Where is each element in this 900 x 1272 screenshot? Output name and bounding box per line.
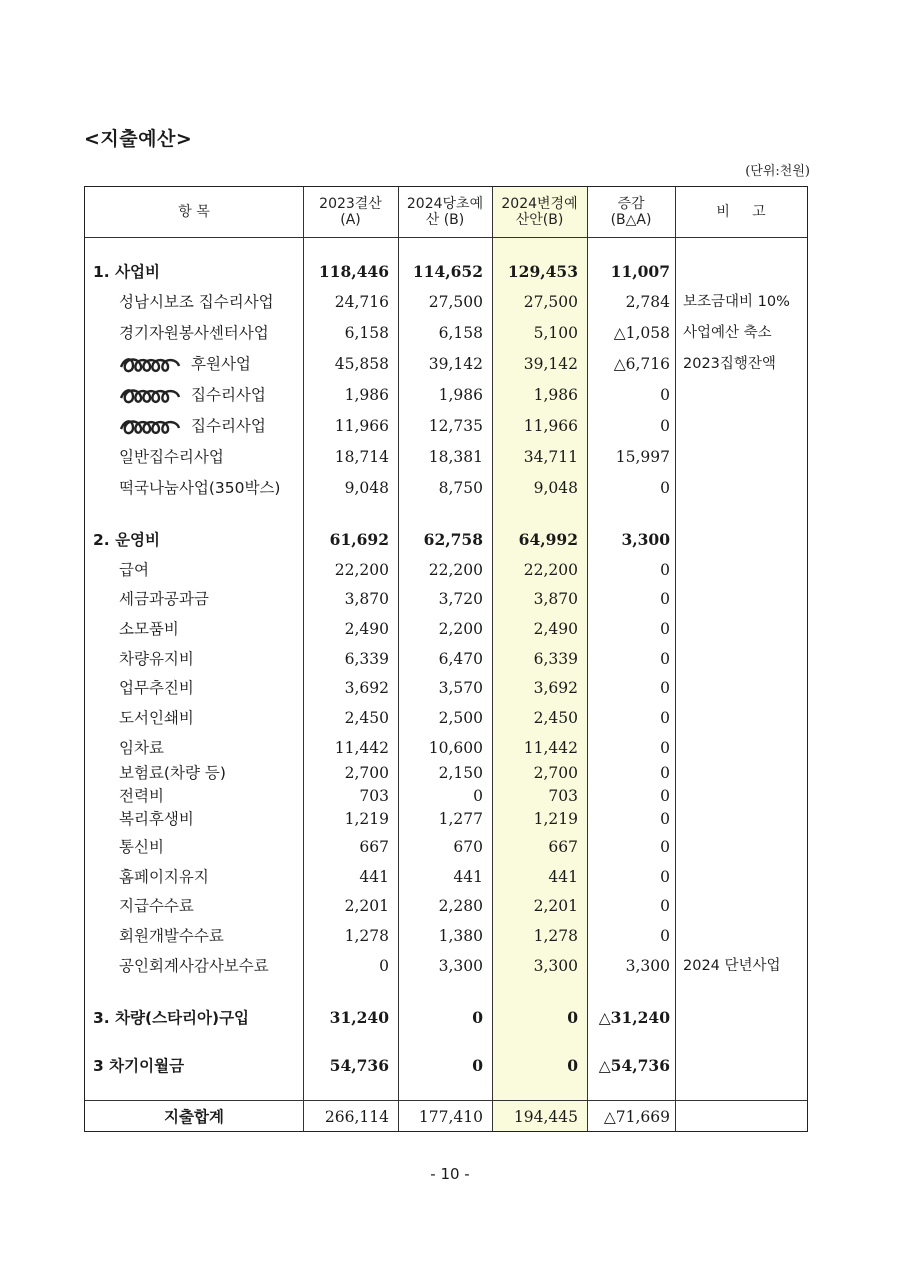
- cell-2024-original: 3,720: [438, 590, 483, 608]
- cell-2023: 18,714: [334, 448, 389, 466]
- cell-2023: 2,450: [344, 709, 389, 727]
- cell-2023: 6,158: [344, 324, 389, 342]
- row-label-text: 1. 사업비: [93, 263, 160, 281]
- row-label-text: 보험료(차량 등): [119, 764, 226, 782]
- row-label-text: 일반집수리사업: [119, 448, 224, 466]
- cell-change: △1,058: [613, 324, 670, 342]
- cell-change: 0: [660, 417, 670, 435]
- cell-change: △54,736: [598, 1056, 670, 1075]
- row-label: [93, 260, 160, 284]
- cell-2024-original: 3,570: [438, 679, 483, 697]
- unit-label: (단위:천원): [745, 164, 810, 179]
- cell-2024-revised: 6,339: [533, 650, 578, 668]
- row-label-text: 3. 차량(스타리아)구입: [93, 1009, 250, 1027]
- row-label-text: 3 차기이월금: [93, 1057, 185, 1075]
- cell-2024-revised: 2,700: [533, 764, 578, 782]
- cell-2024-original: 8,750: [438, 479, 483, 497]
- cell-2024-revised: 1,986: [533, 386, 578, 404]
- cell-2024-revised: 64,992: [518, 530, 578, 549]
- cell-2024-revised: 34,711: [523, 448, 578, 466]
- cell-2023: 118,446: [318, 262, 389, 281]
- cell-2024-revised: 703: [548, 787, 578, 805]
- row-label: [119, 865, 209, 889]
- row-label-text: 복리후생비: [119, 810, 194, 828]
- cell-2024-original: 27,500: [428, 293, 483, 311]
- cell-2023: 54,736: [329, 1056, 389, 1075]
- redaction-scribble: [119, 355, 185, 375]
- row-label: [119, 784, 164, 808]
- expense-budget-table: [84, 186, 808, 1132]
- row-label-text: 떡국나눔사업(350박스): [119, 479, 281, 497]
- cell-2024-original: 1,277: [438, 810, 483, 828]
- cell-2024-revised: 27,500: [523, 293, 578, 311]
- cell-remarks: 보조금대비 10%: [683, 294, 790, 310]
- header-remarks: 비 고: [716, 204, 766, 220]
- row-label: [119, 617, 179, 641]
- cell-2024-revised: 129,453: [507, 262, 578, 281]
- row-label: [119, 676, 194, 700]
- cell-2023: 11,442: [334, 739, 389, 757]
- row-label-text: 통신비: [119, 838, 164, 856]
- cell-2024-revised: 2,201: [533, 897, 578, 915]
- row-label: [119, 321, 269, 345]
- row-label: [119, 587, 209, 611]
- cell-2024-original: 6,158: [438, 324, 483, 342]
- cell-change: 0: [660, 868, 670, 886]
- cell-2024-original: 441: [453, 868, 483, 886]
- header-2023-settlement: 2023결산 (A): [319, 196, 382, 228]
- cell-2024-original: 3,300: [438, 957, 483, 975]
- cell-2024-revised: 2,490: [533, 620, 578, 638]
- row-label-text: 회원개발수수료: [119, 927, 224, 945]
- cell-2024-revised: 1,219: [533, 810, 578, 828]
- cell-2023: 0: [379, 957, 389, 975]
- cell-change: 2,784: [625, 293, 670, 311]
- row-label: [93, 528, 160, 552]
- cell-2023: 2,700: [344, 764, 389, 782]
- cell-2024-revised: 39,142: [523, 355, 578, 373]
- cell-2024-revised: 5,100: [533, 324, 578, 342]
- row-label: [119, 476, 280, 500]
- cell-remarks: 사업예산 축소: [683, 325, 772, 341]
- cell-change: 11,007: [610, 262, 670, 281]
- row-label: [119, 445, 224, 469]
- cell-2023: 6,339: [344, 650, 389, 668]
- row-label: [93, 1006, 249, 1030]
- total-divider: [85, 1100, 807, 1101]
- row-label: [119, 414, 266, 438]
- cell-2023: 45,858: [334, 355, 389, 373]
- row-label: [119, 647, 194, 671]
- row-label: [119, 954, 269, 978]
- section-title: <지출예산>: [84, 128, 193, 150]
- cell-change: 0: [660, 479, 670, 497]
- row-label-text: 성남시보조 집수리사업: [119, 293, 274, 311]
- cell-change: 0: [660, 810, 670, 828]
- cell-2024-original: 2,280: [438, 897, 483, 915]
- cell-2024-revised: 1,278: [533, 927, 578, 945]
- cell-2024-original: 0: [472, 1056, 483, 1075]
- cell-2023: 9,048: [344, 479, 389, 497]
- cell-2024-original: 2,500: [438, 709, 483, 727]
- cell-2023: 2,490: [344, 620, 389, 638]
- cell-change: 0: [660, 650, 670, 668]
- cell-remarks: 2023집행잔액: [683, 356, 776, 372]
- cell-change: 3,300: [621, 530, 670, 549]
- row-label-text: 후원사업: [191, 355, 251, 373]
- cell-2024-original: 0: [473, 787, 483, 805]
- cell-2024-original: 12,735: [428, 417, 483, 435]
- row-label-text: 지급수수료: [119, 897, 194, 915]
- row-label-text: 도서인쇄비: [119, 709, 194, 727]
- row-label-text: 임차료: [119, 739, 164, 757]
- cell-2024-original: 114,652: [412, 262, 483, 281]
- row-label: [119, 290, 274, 314]
- cell-change: 0: [660, 897, 670, 915]
- cell-2023: 441: [359, 868, 389, 886]
- header-item: 항 목: [178, 204, 210, 220]
- cell-2024-revised: 3,300: [533, 957, 578, 975]
- cell-2024-revised: 9,048: [533, 479, 578, 497]
- cell-2024-revised: 667: [548, 838, 578, 856]
- row-label-text: 소모품비: [119, 620, 179, 638]
- cell-change: △6,716: [613, 355, 670, 373]
- row-label-text: 홈페이지유지: [119, 868, 209, 886]
- cell-2024-original: 670: [453, 838, 483, 856]
- row-label: [119, 558, 149, 582]
- cell-change: 0: [660, 787, 670, 805]
- row-label: [119, 924, 224, 948]
- row-label: [119, 835, 164, 859]
- cell-2024-original: 0: [472, 1008, 483, 1027]
- row-label-text: 경기자원봉사센터사업: [119, 324, 269, 342]
- row-label: [119, 383, 266, 407]
- row-label: [93, 1054, 184, 1078]
- cell-2024-original: 1,986: [438, 386, 483, 404]
- cell-change: 3,300: [625, 957, 670, 975]
- page-number: - 10 -: [430, 1165, 470, 1183]
- cell-2023: 22,200: [334, 561, 389, 579]
- cell-remarks: 2024 단년사업: [683, 958, 781, 974]
- row-label: [119, 736, 164, 760]
- cell-2023: 703: [359, 787, 389, 805]
- cell-change: 0: [660, 561, 670, 579]
- cell-2023: 11,966: [334, 417, 389, 435]
- cell-2023: 667: [359, 838, 389, 856]
- total-change: △71,669: [603, 1108, 670, 1126]
- header-2024-original: 2024당초예 산 (B): [406, 196, 484, 228]
- cell-2023: 3,870: [344, 590, 389, 608]
- cell-2024-revised: 11,966: [523, 417, 578, 435]
- col-divider: [675, 187, 676, 1131]
- cell-2023: 1,986: [344, 386, 389, 404]
- redaction-scribble: [119, 386, 185, 406]
- cell-2024-original: 1,380: [438, 927, 483, 945]
- row-label-text: 집수리사업: [191, 417, 266, 435]
- row-label-text: 2. 운영비: [93, 531, 160, 549]
- row-label-text: 세금과공과금: [119, 590, 209, 608]
- cell-2024-original: 18,381: [428, 448, 483, 466]
- header-2024-revised: 2024변경예 산안(B): [501, 196, 578, 228]
- cell-change: 0: [660, 838, 670, 856]
- row-label: [119, 706, 194, 730]
- cell-change: 0: [660, 386, 670, 404]
- row-label: [119, 807, 194, 831]
- row-label: [119, 761, 226, 785]
- cell-2023: 1,278: [344, 927, 389, 945]
- cell-2023: 2,201: [344, 897, 389, 915]
- cell-2024-revised: 0: [567, 1008, 578, 1027]
- row-label-text: 차량유지비: [119, 650, 194, 668]
- cell-2024-original: 22,200: [428, 561, 483, 579]
- cell-2023: 1,219: [344, 810, 389, 828]
- header-change: 증감 (B△A): [610, 196, 652, 228]
- cell-2024-revised: 11,442: [523, 739, 578, 757]
- total-2024-original: 177,410: [418, 1108, 483, 1126]
- cell-change: 0: [660, 709, 670, 727]
- row-label: [119, 894, 194, 918]
- cell-2024-original: 39,142: [428, 355, 483, 373]
- row-label-text: 전력비: [119, 787, 164, 805]
- cell-2024-original: 6,470: [438, 650, 483, 668]
- cell-2024-revised: 2,450: [533, 709, 578, 727]
- row-label: [119, 352, 251, 376]
- cell-2024-original: 62,758: [423, 530, 483, 549]
- cell-2023: 24,716: [334, 293, 389, 311]
- cell-2024-revised: 22,200: [523, 561, 578, 579]
- cell-change: 0: [660, 764, 670, 782]
- row-label-text: 업무추진비: [119, 679, 194, 697]
- header-divider: [85, 237, 807, 238]
- cell-2024-revised: 441: [548, 868, 578, 886]
- total-2023: 266,114: [324, 1108, 389, 1126]
- total-2024-revised: 194,445: [513, 1108, 578, 1126]
- cell-change: 0: [660, 927, 670, 945]
- total-label: 지출합계: [164, 1108, 224, 1126]
- cell-2024-revised: 3,870: [533, 590, 578, 608]
- cell-2024-revised: 3,692: [533, 679, 578, 697]
- cell-change: 0: [660, 739, 670, 757]
- cell-2023: 3,692: [344, 679, 389, 697]
- cell-change: 15,997: [615, 448, 670, 466]
- cell-2024-original: 2,200: [438, 620, 483, 638]
- redaction-scribble: [119, 417, 185, 437]
- cell-2024-revised: 0: [567, 1056, 578, 1075]
- row-label-text: 급여: [119, 561, 149, 579]
- cell-change: 0: [660, 679, 670, 697]
- cell-2023: 61,692: [329, 530, 389, 549]
- row-label-text: 집수리사업: [191, 386, 266, 404]
- cell-change: △31,240: [598, 1008, 670, 1027]
- row-label-text: 공인회계사감사보수료: [119, 957, 269, 975]
- cell-2024-original: 10,600: [428, 739, 483, 757]
- cell-change: 0: [660, 590, 670, 608]
- cell-2023: 31,240: [329, 1008, 389, 1027]
- cell-2024-original: 2,150: [438, 764, 483, 782]
- cell-change: 0: [660, 620, 670, 638]
